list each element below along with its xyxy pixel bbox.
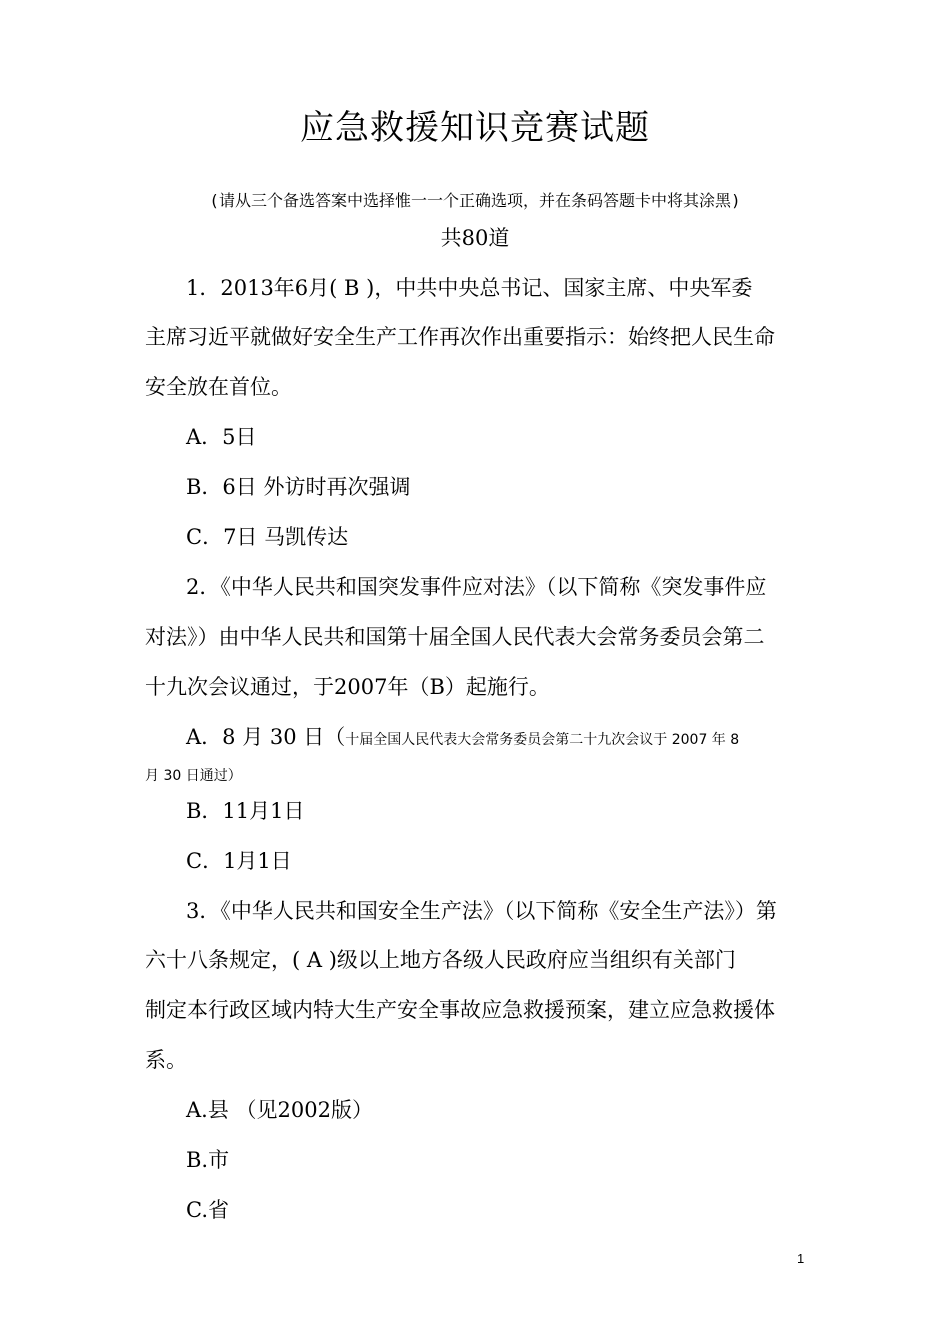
question-2-option-a-note-continued: 月 30 日通过） (145, 768, 242, 784)
instructions-text: (请从三个备选答案中选择惟一一个正确选项，并在条码答题卡中将其涂黑) (209, 191, 741, 210)
question-1-option-c: C．7日 马凯传达 (186, 525, 349, 549)
question-2-option-b: B．11月1日 (186, 799, 305, 823)
question-1-option-b: B．6日 外访时再次强调 (186, 475, 411, 499)
question-3-option-a: A.县 （见2002版） (186, 1098, 373, 1122)
question-3-line-2: 六十八条规定，( A )级以上地方各级人民政府应当组织有关部门 (145, 948, 736, 972)
question-3-line-4: 系。 (145, 1048, 187, 1072)
question-2-option-a-label: A．8 月 30 日（ (186, 725, 346, 749)
question-2-option-a (186, 721, 739, 751)
page-number: 1 (797, 1251, 805, 1266)
question-3-line-1: 3．《中华人民共和国安全生产法》（以下简称《安全生产法》）第 (186, 899, 777, 923)
question-2-line-3: 十九次会议通过，于2007年（B）起施行。 (145, 675, 550, 699)
question-count: 共80道 (440, 226, 510, 250)
question-1-line-2: 主席习近平就做好安全生产工作再次作出重要指示：始终把人民生命 (145, 325, 775, 349)
document-title: 应急救援知识竞赛试题 (300, 108, 650, 148)
question-2-line-2: 对法》）由中华人民共和国第十届全国人民代表大会常务委员会第二 (145, 625, 765, 649)
question-1-line-1: 1．2013年6月( B )，中共中央总书记、国家主席、中央军委 (186, 276, 753, 300)
question-3-line-3: 制定本行政区域内特大生产安全事故应急救援预案，建立应急救援体 (145, 998, 775, 1022)
question-3-option-b: B.市 (186, 1148, 230, 1172)
question-1-line-3: 安全放在首位。 (145, 375, 292, 399)
question-3-option-c: C.省 (186, 1198, 229, 1222)
question-1-option-a: A．5日 (186, 425, 257, 449)
question-2-option-c: C．1月1日 (186, 849, 292, 873)
question-2-line-1: 2．《中华人民共和国突发事件应对法》（以下简称《突发事件应 (186, 575, 767, 599)
question-2-option-a-note: 十届全国人民代表大会常务委员会第二十九次会议于 2007 年 8 (345, 732, 740, 748)
